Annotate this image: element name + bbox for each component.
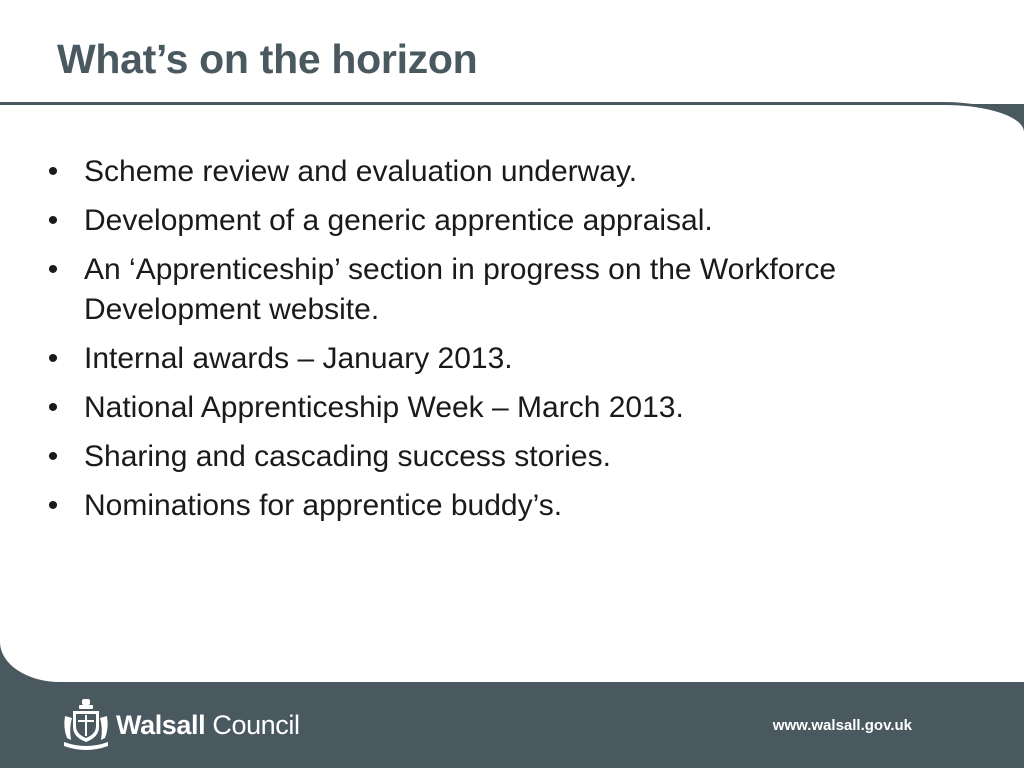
bullet-item: [40, 437, 970, 477]
bullet-text: National Apprenticeship Week – March 2013.: [84, 391, 684, 424]
bullet-icon: •: [47, 391, 59, 424]
bullet-text: Scheme review and evaluation underway.: [84, 155, 638, 188]
logo-wordmark-bold: Walsall: [116, 709, 206, 740]
bullet-item: [40, 201, 970, 241]
bullet-icon: •: [47, 253, 59, 286]
bullet-icon: •: [47, 204, 59, 237]
slide-header-area: [0, 0, 1024, 104]
website-link[interactable]: www.walsall.gov.uk: [772, 717, 912, 734]
logo-wordmark: [116, 710, 300, 741]
logo-wordmark-light: Council: [205, 709, 300, 740]
bullet-text: An ‘Apprenticeship’ section in progress on the Workforce Development website.: [84, 253, 837, 326]
walsall-crest-icon: [62, 698, 110, 752]
bullet-icon: •: [47, 342, 59, 375]
footer-band: [0, 682, 1024, 768]
slide-title: What’s on the horizon: [57, 36, 478, 82]
bullet-text: Sharing and cascading success stories.: [84, 440, 611, 473]
bullet-item: [40, 152, 970, 192]
bullet-text: Nominations for apprentice buddy’s.: [84, 489, 563, 522]
bullet-icon: •: [47, 155, 59, 188]
bullet-item: [40, 339, 970, 379]
bullet-icon: •: [47, 489, 59, 522]
bullet-text: Development of a generic apprentice appraisal.: [84, 204, 713, 237]
bullet-item: [40, 486, 970, 526]
walsall-council-logo[interactable]: [62, 698, 300, 752]
bullet-icon: •: [47, 440, 59, 473]
bullet-text: Internal awards – January 2013.: [84, 342, 513, 375]
bullet-item: [40, 250, 970, 330]
bullet-list: [40, 152, 970, 535]
bullet-item: [40, 388, 970, 428]
